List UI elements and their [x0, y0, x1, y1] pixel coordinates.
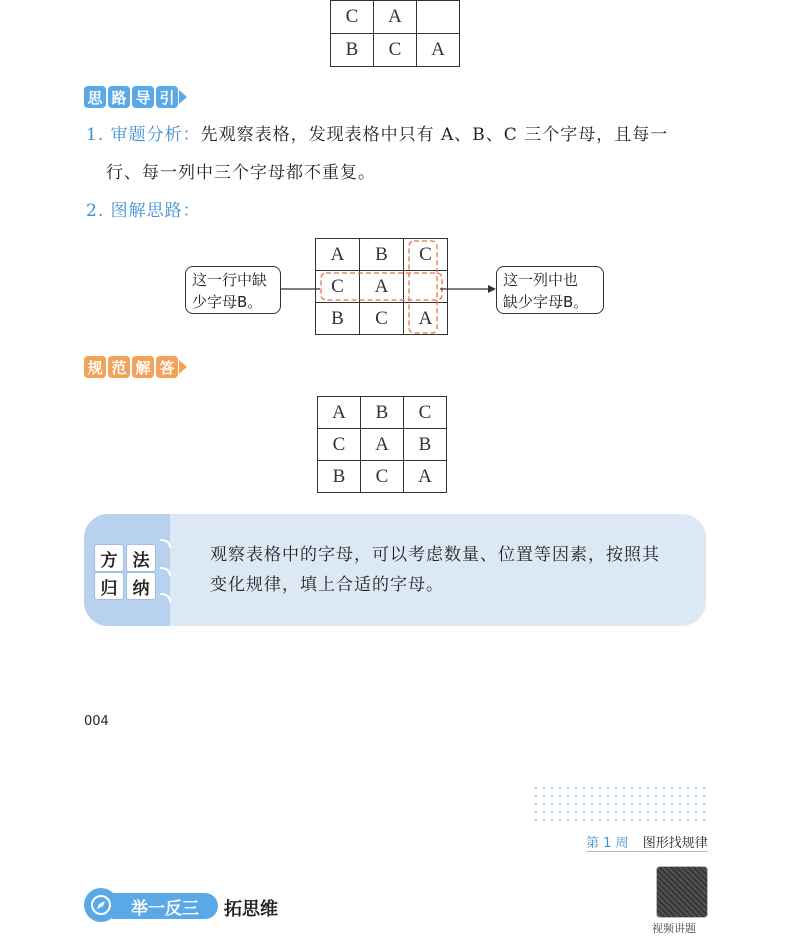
right-note	[496, 266, 604, 314]
table-row	[318, 461, 447, 493]
table-cell: B	[316, 303, 360, 335]
compass-needle-icon	[90, 894, 112, 916]
left-note	[185, 266, 281, 314]
banner-bar: 举一反三	[112, 893, 218, 919]
method-label-char: 归	[94, 572, 124, 600]
row-highlight-dashed	[321, 273, 442, 300]
tag-char: 思	[84, 86, 106, 108]
tag-char: 答	[156, 356, 178, 378]
table-cell: A	[404, 303, 448, 335]
week-underline	[586, 851, 708, 852]
topic-label: 图形找规律	[642, 836, 708, 851]
tag-char: 导	[132, 86, 154, 108]
table-cell: C	[404, 397, 447, 429]
qr-caption: 视频讲题	[652, 922, 696, 935]
method-label-char: 纳	[126, 572, 156, 600]
table-cell: A	[316, 239, 360, 271]
method-summary-box	[84, 514, 706, 626]
table-cell: B	[361, 397, 404, 429]
table-cell: C	[404, 239, 448, 271]
table-cell: C	[361, 461, 404, 493]
left-note-line: 这一行中缺	[192, 271, 268, 289]
table-cell: B	[360, 239, 404, 271]
right-note-line: 这一列中也	[503, 271, 579, 289]
method-label-char: 法	[126, 544, 156, 572]
table-cell: A	[360, 271, 404, 303]
tag-char: 规	[84, 356, 106, 378]
decorative-dot-pattern	[532, 784, 708, 824]
table-cell: C	[318, 429, 361, 461]
table-cell: B	[331, 34, 374, 67]
column-highlight-dashed	[409, 241, 437, 333]
page-number: 004	[84, 714, 109, 729]
analysis-label: 1. 审题分析：	[86, 125, 201, 145]
section-tag-answer	[84, 356, 187, 378]
table-row	[318, 397, 447, 429]
table-cell: A	[417, 34, 460, 67]
method-text-2: 变化规律，填上合适的字母。	[210, 575, 444, 595]
answer-table	[317, 396, 447, 493]
table-cell: A	[374, 1, 417, 34]
qr-code[interactable]	[656, 866, 708, 918]
method-text-1: 观察表格中的字母，可以考虑数量、位置等因素，按照其	[210, 545, 660, 565]
analysis-text-1: 先观察表格，发现表格中只有 A、B、C 三个字母，且每一	[200, 125, 669, 145]
table-cell: A	[361, 429, 404, 461]
right-note-line: 缺少字母B。	[503, 293, 589, 311]
table-cell: C	[316, 271, 360, 303]
diagram-heading: 2. 图解思路：	[86, 201, 201, 221]
table-cell: A	[318, 397, 361, 429]
table-row	[318, 429, 447, 461]
week-label: 第 1 周	[586, 836, 629, 851]
week-header	[586, 832, 708, 851]
table-cell: B	[318, 461, 361, 493]
tag-arrow-icon	[179, 360, 187, 374]
table-cell: B	[404, 429, 447, 461]
banner-suffix: 拓思维	[224, 899, 278, 920]
tag-char: 解	[132, 356, 154, 378]
diagram-overlay	[0, 0, 790, 400]
method-label-char: 方	[94, 544, 124, 572]
binder-rings-icon	[156, 532, 180, 612]
tag-char: 引	[156, 86, 178, 108]
table-cell: C	[360, 303, 404, 335]
table-cell: A	[404, 461, 447, 493]
table-cell: C	[374, 34, 417, 67]
left-note-line: 少字母B。	[192, 293, 263, 311]
arrow-head-icon	[488, 285, 496, 293]
tag-char: 路	[108, 86, 130, 108]
analysis-line-2: 行、每一列中三个字母都不重复。	[106, 163, 376, 183]
table-cell: C	[331, 1, 374, 34]
tag-char: 范	[108, 356, 130, 378]
